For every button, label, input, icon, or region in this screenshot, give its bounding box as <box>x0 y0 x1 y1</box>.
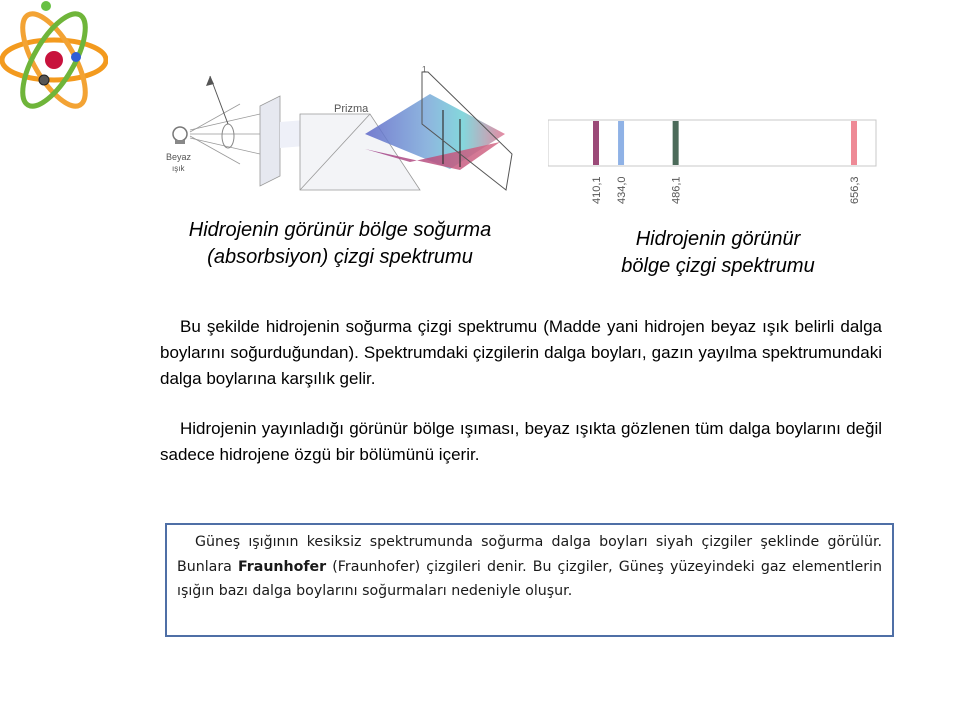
wavelength-label-486,1: 486,1 <box>670 176 683 204</box>
spectrum-line-434,0 <box>618 121 624 165</box>
paragraph-absorption: Bu şekilde hidrojenin soğurma çizgi spektrumu (Madde yani hidrojen beyaz ışık belirli dalga boylarını soğurduğundan). Spektrumdaki çizgilerin dalga boyları, gazın yayılma spektrumundaki dalga boylarına karşılık gelir. <box>160 317 882 388</box>
source-label-line1: Beyaz <box>166 152 192 162</box>
caption-absorption-line1: Hidrojenin görünür bölge soğurma <box>188 219 492 241</box>
hydrogen-spectrum <box>548 118 878 208</box>
prism-absorption-diagram <box>160 64 530 198</box>
slit-number: 1 <box>422 65 427 74</box>
spectrum-line-656,3 <box>851 121 857 165</box>
spectrum-line-486,1 <box>673 121 679 165</box>
caption-absorption <box>150 217 530 271</box>
paragraph-emission: Hidrojenin yayınladığı görünür bölge ışıması, beyaz ışıkta gözlenen tüm dalga boylarını değil sadece hidrojene özgü bir bölümünü içerir. <box>160 419 882 464</box>
slit-panel <box>260 96 280 186</box>
fraunhofer-term: Fraunhofer <box>237 558 327 575</box>
info-text-before: Güneş ışığının kesiksiz spektrumunda soğurma dalga boyları siyah çizgiler şeklinde görülür. Bunlara <box>177 534 882 575</box>
atom-icon <box>0 0 108 122</box>
info-text-after: (Fraunhofer) çizgileri denir. Bu çizgiler, Güneş yüzeyindeki gaz elementlerin ışığın bazı dalga boylarını soğurmaları nedeniyle oluşur. <box>177 558 882 599</box>
wavelength-label-434,0: 434,0 <box>616 176 629 204</box>
light-bulb-icon <box>173 127 187 144</box>
caption-emission-line2: bölge çizgi spektrumu <box>621 255 815 277</box>
source-label-line2: ışık <box>172 164 185 173</box>
lens <box>222 124 234 148</box>
info-box-text <box>177 530 882 604</box>
prism-label: Prizma <box>334 103 369 115</box>
spectrum-line-410,1 <box>593 121 599 165</box>
info-box-fraunhofer <box>165 523 894 637</box>
wavelength-label-410,1: 410,1 <box>591 176 603 204</box>
caption-absorption-line2: (absorbsiyon) çizgi spektrumu <box>207 246 473 268</box>
caption-emission-line1: Hidrojenin görünür <box>635 228 801 250</box>
wavelength-label-656,3: 656,3 <box>849 176 861 204</box>
caption-emission <box>578 226 858 280</box>
